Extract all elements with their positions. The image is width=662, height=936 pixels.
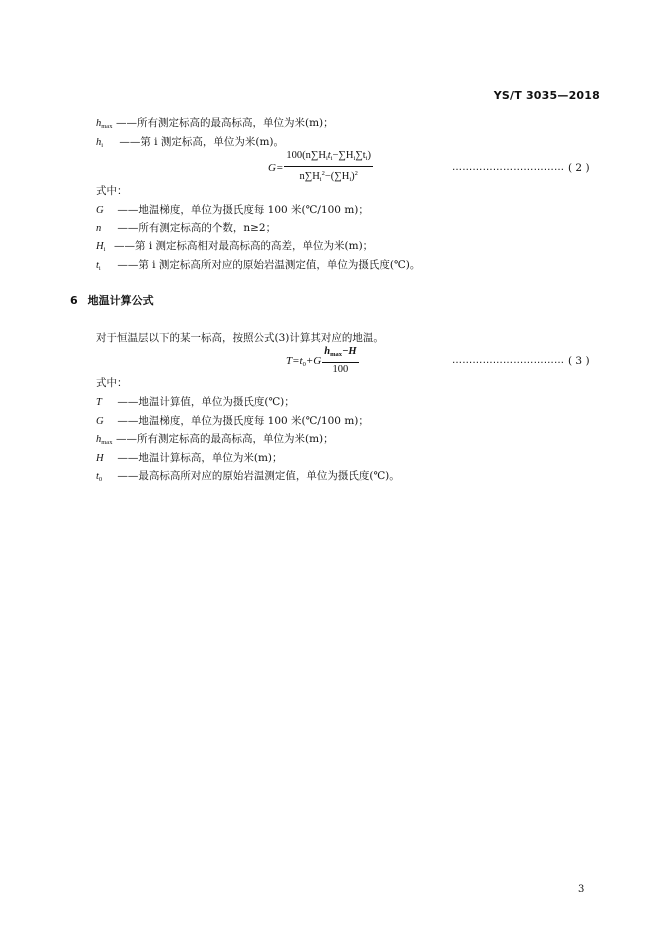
definition-text: 第 i 测定标高相对最高标高的高差，单位为米(m)； <box>135 240 374 252</box>
definition-text: 地温梯度，单位为摄氏度每 100 米(℃/100 m)； <box>138 415 369 427</box>
symbol: H <box>96 453 104 464</box>
symbol: $h_i$ <box>96 137 104 149</box>
dash: —— <box>114 452 139 464</box>
formula-3 <box>286 346 359 376</box>
formula-2 <box>268 150 373 186</box>
dash: —— <box>114 396 139 408</box>
section-heading <box>70 292 154 308</box>
formula-denominator: 100 <box>332 364 349 375</box>
dash: —— <box>116 136 141 148</box>
symbol: G <box>96 205 104 216</box>
formula-lhs: $T=t_0+G$ <box>286 354 322 368</box>
formula-numerator: $h_{max}-H$ <box>322 346 358 363</box>
where-label: 式中： <box>96 185 128 197</box>
definition-t0 <box>96 469 400 487</box>
definition-ti <box>96 258 420 276</box>
dash: —— <box>116 117 137 129</box>
document-number: YS/T 3035—2018 <box>493 89 600 102</box>
definition-G <box>96 414 369 432</box>
formula-lhs: G= <box>268 162 284 174</box>
formula-fraction <box>284 150 373 186</box>
definition-text: 地温计算标高，单位为米(m)； <box>138 452 283 464</box>
dash: —— <box>114 240 135 252</box>
dash: —— <box>114 204 139 216</box>
definition-text: 地温计算值，单位为摄氏度(℃)； <box>138 396 295 408</box>
definition-hi <box>96 135 284 153</box>
section-intro: 对于恒温层以下的某一标高，按照公式(3)计算其对应的地温。 <box>96 332 384 344</box>
formula-denominator: $n\sum H_i^2-(\sum H_i)^2$ <box>299 170 358 183</box>
definition-H <box>96 451 283 469</box>
definition-n <box>96 221 276 239</box>
formula-2-leader: …………………………… <box>452 162 565 173</box>
section-number: 6 <box>70 294 78 307</box>
symbol: $t_0$ <box>96 471 103 483</box>
dash: —— <box>114 415 139 427</box>
symbol: G <box>96 416 104 427</box>
definition-text: 所有测定标高的个数，n≥2； <box>138 222 277 234</box>
definition-text: 最高标高所对应的原始岩温测定值，单位为摄氏度(℃)。 <box>138 470 400 482</box>
symbol: $H_i$ <box>96 241 106 253</box>
definition-T <box>96 395 295 413</box>
definition-G <box>96 203 369 221</box>
page-number: 3 <box>578 884 585 895</box>
definition-hmax <box>96 432 334 450</box>
formula-numerator: $100(n\sum H_it_i-\sum H_i\sum t_i)$ <box>284 150 373 167</box>
where-label: 式中： <box>96 377 128 389</box>
definition-text: 第 i 测定标高，单位为米(m)。 <box>140 136 285 148</box>
definition-hmax <box>96 116 334 134</box>
symbol: $h_{max}$ <box>96 118 113 130</box>
symbol: n <box>96 223 102 234</box>
definition-text: 所有测定标高的最高标高，单位为米(m)； <box>137 117 334 129</box>
symbol: $h_{max}$ <box>96 434 113 446</box>
dash: —— <box>116 433 137 445</box>
definition-text: 所有测定标高的最高标高，单位为米(m)； <box>137 433 334 445</box>
definition-Hi <box>96 239 373 257</box>
section-title: 地温计算公式 <box>87 294 154 307</box>
symbol: $t_i$ <box>96 260 101 272</box>
dash: —— <box>114 259 139 271</box>
formula-3-number: ( 3 ) <box>568 355 590 367</box>
formula-2-number: ( 2 ) <box>568 162 590 174</box>
definition-text: 地温梯度，单位为摄氏度每 100 米(℃/100 m)； <box>138 204 369 216</box>
formula-fraction <box>322 346 358 376</box>
definition-text: 第 i 测定标高所对应的原始岩温测定值，单位为摄氏度(℃)。 <box>138 259 421 271</box>
formula-3-leader: …………………………… <box>452 355 565 366</box>
dash: —— <box>114 222 139 234</box>
dash: —— <box>114 470 139 482</box>
symbol: T <box>96 397 102 408</box>
